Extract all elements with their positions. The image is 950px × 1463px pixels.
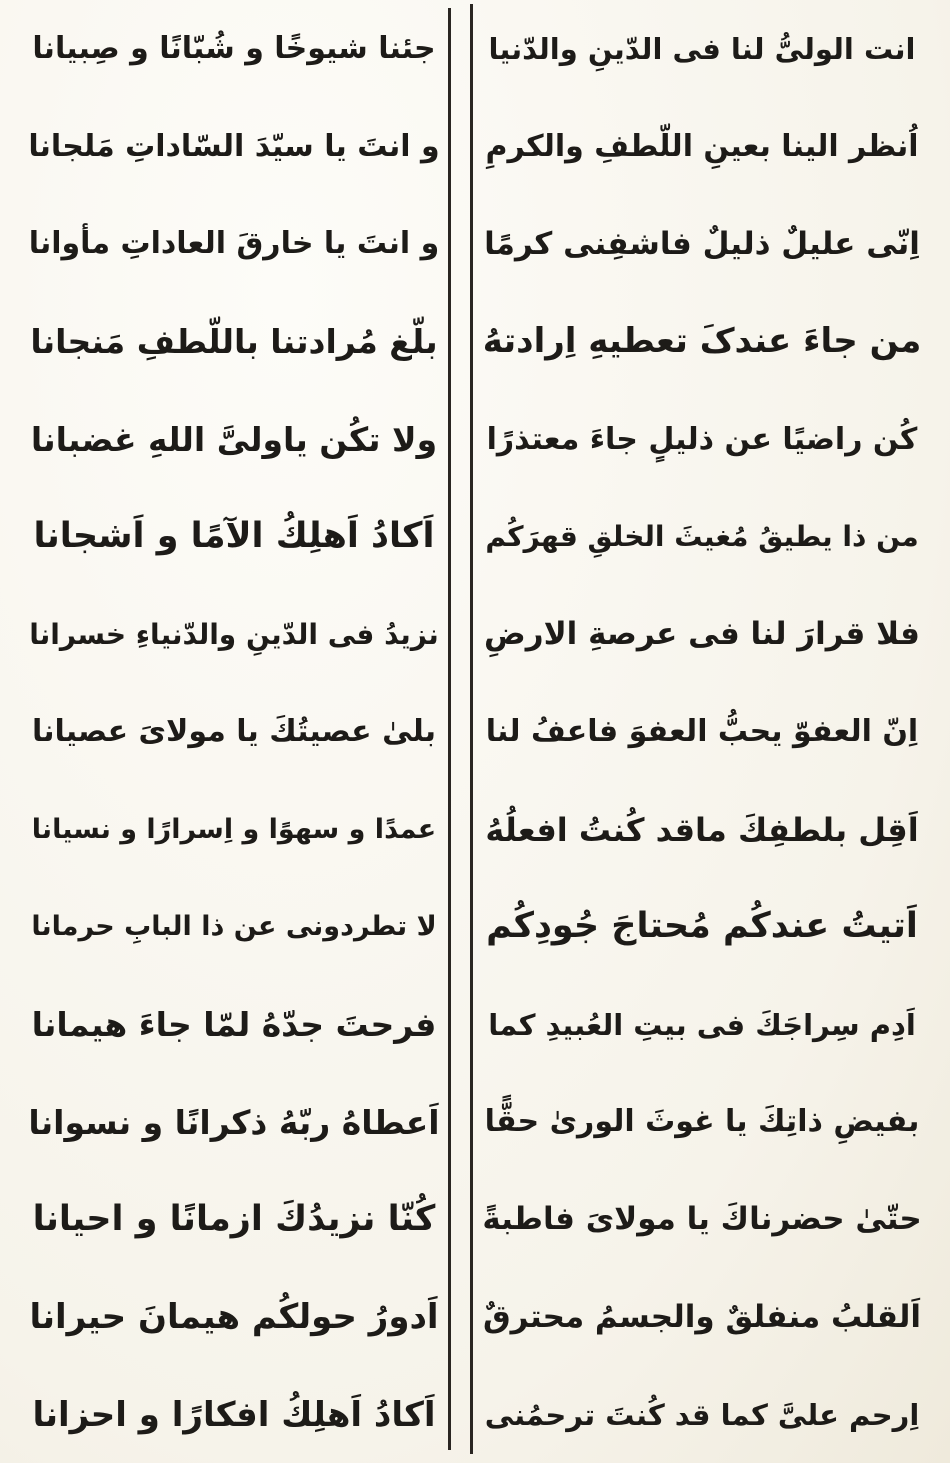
verse-line: من جاءَ عندکَ تعطیهِ اِرادتهُ: [482, 321, 922, 362]
verse-line: اَدِم سِراجَكَ فی بیتِ العُبیدِ کما: [488, 1007, 916, 1042]
verse-line: اَقِل بلطفِكَ ماقد کُنتُ افعلُهُ: [485, 810, 919, 849]
column-divider-right: [470, 4, 473, 1454]
column-divider-left: [448, 8, 451, 1450]
verse-line: اَلقلبُ منفلقٌ والجسمُ محترقٌ: [482, 1298, 922, 1335]
verse-line: انت الولیُّ لنا فی الدّینِ والدّنیا: [488, 31, 916, 66]
verse-line: اِنّ العفوّ یحبُّ العفوَ فاعفُ لنا: [485, 714, 919, 750]
verse-line: کُنّا نزیدُكَ ازمانًا و احیانا: [32, 1198, 436, 1239]
verse-line: فرحتَ جدّهُ لمّا جاءَ هیمانا: [31, 1005, 437, 1044]
verse-line: لا تطردونی عن ذا البابِ حرمانا: [31, 911, 437, 943]
verse-line: اُنظر الینا بعینِ اللّطفِ والکرمِ: [485, 128, 919, 164]
verse-line: حتّیٰ حضرناكَ یا مولایَ فاطبةً: [482, 1201, 922, 1238]
verse-line: فلا قرارَ لنا فی عرصةِ الارضِ: [484, 616, 920, 652]
verse-line: بفیضِ ذاتِكَ یا غوثَ الوریٰ حقًّا: [484, 1104, 920, 1140]
verse-line: اِنّی علیلٌ ذلیلٌ فاشفِنی کرمًا: [484, 225, 920, 262]
verse-line: بلیٰ عصیتُكَ یا مولایَ عصیانا: [32, 714, 436, 750]
right-verse-column: [482, 12, 922, 1452]
verse-line: اِرحم علیَّ کما قد کُنتَ ترحمُنی: [484, 1397, 920, 1432]
left-verse-column: [28, 12, 440, 1452]
verse-line: و انتَ یا سیّدَ السّاداتِ مَلجانا: [28, 128, 440, 164]
verse-line: عمدًا و سهوًا و اِسرارًا و نسیانا: [31, 813, 437, 845]
verse-line: کُن راضیًا عن ذلیلٍ جاءَ معتذرًا: [486, 421, 918, 457]
verse-line: اَکادُ اَهلِكُ افکارًا و احزانا: [32, 1394, 436, 1435]
verse-line: اَکادُ اَهلِكُ الآمًا و اَشجانا: [33, 515, 435, 556]
verse-line: و انتَ یا خارقَ العاداتِ مأوانا: [28, 226, 440, 262]
verse-line: بلّغ مُرادتنا باللّطفِ مَنجانا: [30, 322, 438, 362]
verse-line: اَدورُ حولکُم هیمانَ حیرانا: [29, 1297, 439, 1338]
verse-line: ولا تکُن یاولیَّ اللهِ غضبانا: [30, 419, 438, 459]
verse-line: من ذا یطیقُ مُغیثَ الخلقِ قهرَکُم: [485, 520, 919, 554]
verse-line: نزیدُ فی الدّینِ والدّنیاءِ خسرانا: [29, 617, 439, 651]
verse-line: اَتیتُ عندکُم مُحتاجَ جُودِکُم: [486, 906, 918, 947]
verse-line: جئنا شیوخًا و شُبّانًا و صِبیانا: [32, 31, 436, 67]
verse-line: اَعطاهُ ربّهُ ذکرانًا و نسوانا: [28, 1102, 440, 1142]
